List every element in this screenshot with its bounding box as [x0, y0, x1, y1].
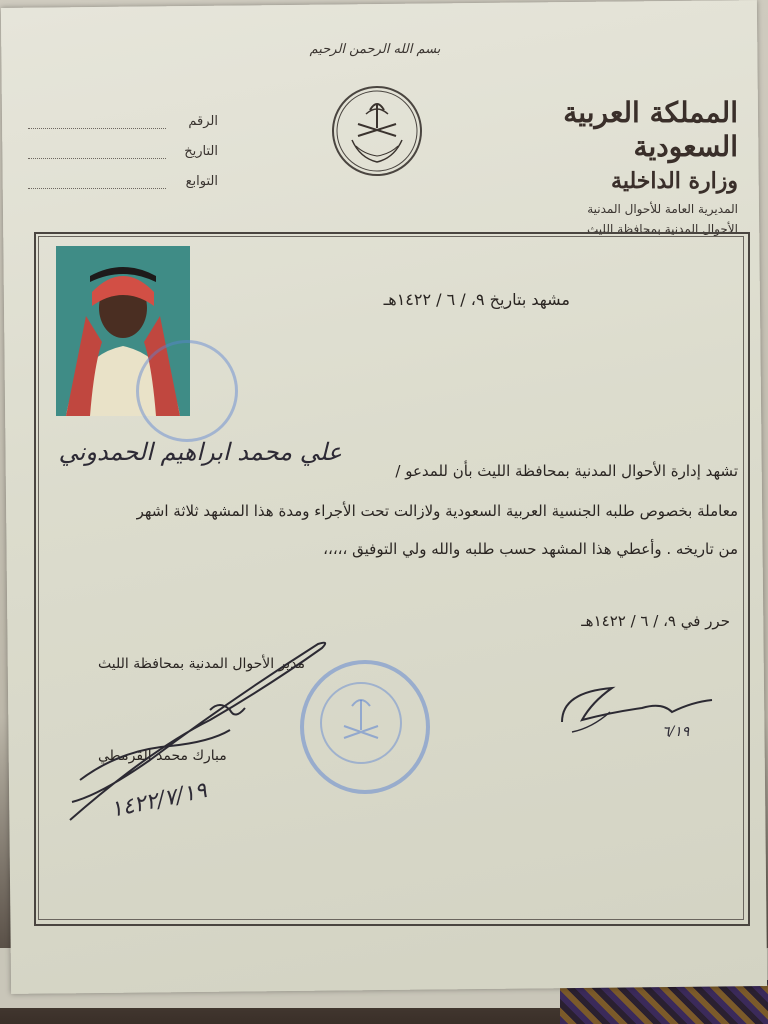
directorate-label: المديرية العامة للأحوال المدنية [587, 202, 738, 216]
number-field [28, 114, 218, 136]
attachments-field [28, 174, 218, 196]
header-block [498, 96, 738, 236]
director-signature-date: ١٤٢٢/٧/١٩ [108, 778, 210, 823]
body-line-1: تشهد إدارة الأحوال المدنية بمحافظة الليث بأن للمدعو / [395, 462, 738, 480]
right-signature [552, 672, 722, 752]
number-label: الرقم [188, 114, 218, 129]
date-dots [28, 158, 166, 159]
date-field [28, 144, 218, 166]
ministry-title: وزارة الداخلية [611, 168, 738, 194]
kingdom-title: المملكة العربية السعودية [563, 96, 738, 163]
photo-stamp [136, 340, 238, 442]
saudi-emblem-icon [330, 84, 424, 178]
official-stamp [300, 660, 430, 794]
right-signature-number: ٦/١٩ [662, 724, 690, 740]
number-dots [28, 128, 166, 129]
office-label: الأحوال المدنية بمحافظة الليث [587, 222, 738, 236]
director-title: مدير الأحوال المدنية بمحافظة الليث [98, 656, 306, 672]
date-label: التاريخ [184, 144, 218, 159]
director-name: مبارك محمد القرمطي [98, 748, 227, 764]
issued-date: حرر في ٩، / ٦ / ١٤٢٢هـ [581, 612, 730, 630]
applicant-name: علي محمد ابراهيم الحمدوني [58, 438, 342, 466]
body-line-3: من تاريخه . وأعطي هذا المشهد حسب طلبه والله ولي التوفيق ،،،،، [323, 540, 738, 558]
attachments-dots [28, 188, 166, 189]
attachments-label: التوابع [185, 174, 218, 189]
certificate-date: مشهد بتاريخ ٩، / ٦ / ١٤٢٢هـ [383, 290, 570, 309]
body-line-2: معاملة بخصوص طلبه الجنسية العربية السعودية ولازالت تحت الأجراء ومدة هذا المشهد ثلاثة اشهر [136, 502, 738, 520]
basmala: بسم الله الرحمن الرحيم [309, 42, 441, 57]
